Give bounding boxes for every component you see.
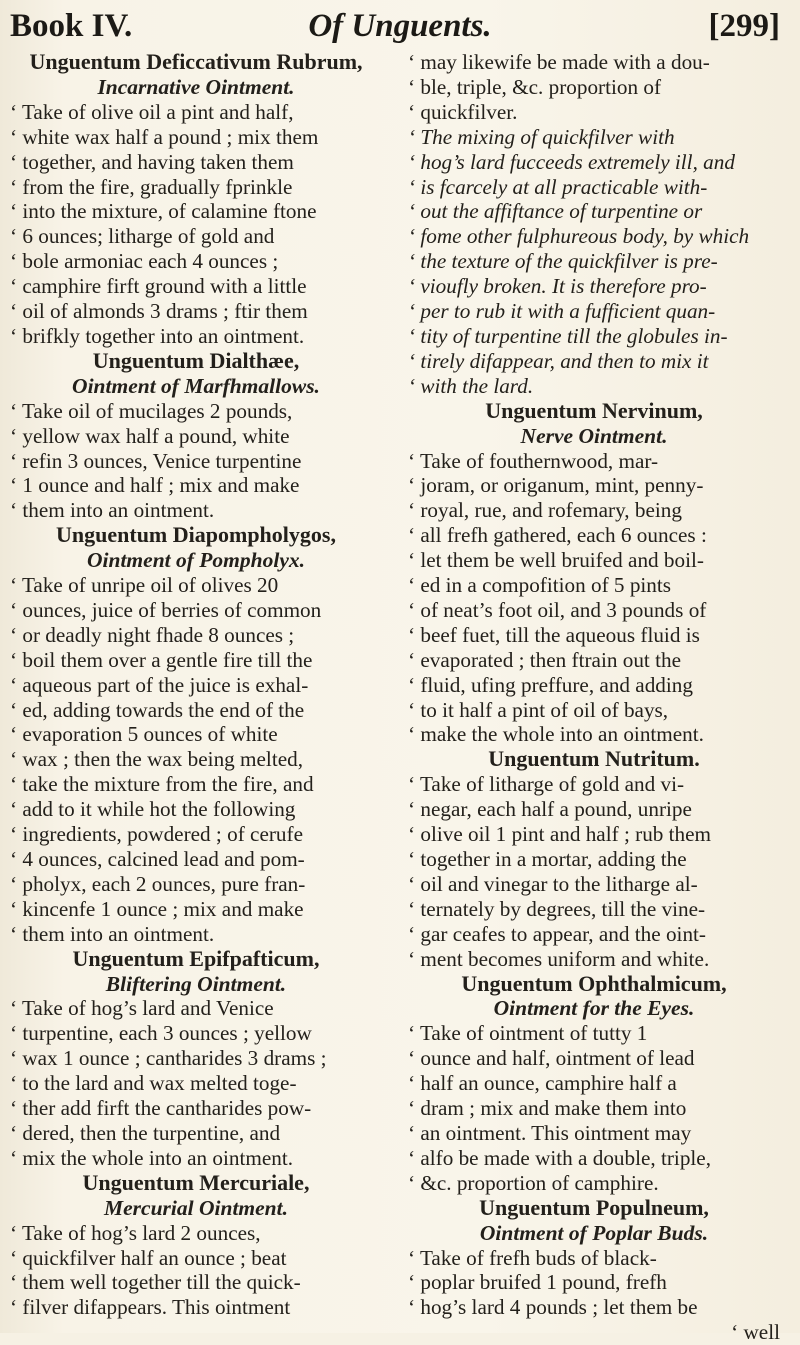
text-line: ‘ quickfilver. [408, 99, 518, 124]
italic-note-line: ‘ tity of turpentine till the globules in- [408, 323, 728, 348]
text-line: ‘ gar ceafes to appear, and the oint- [408, 921, 706, 946]
text-line: ‘ 6 ounces; litharge of gold and [10, 224, 275, 249]
text-line: ‘ half an ounce, camphire half a [408, 1071, 677, 1096]
text-line: ‘ take the mixture from the fire, and [10, 772, 314, 797]
text-line: ‘ 1 ounce and half ; mix and make [10, 473, 300, 498]
text-line: ‘ wax 1 ounce ; cantharides 3 drams ; [10, 1046, 327, 1071]
text-line: ‘ ingredients, powdered ; of cerufe [10, 822, 303, 847]
text-line: ‘ ment becomes uniform and white. [408, 946, 710, 971]
text-line: ‘ evaporated ; then ftrain out the [408, 647, 681, 672]
text-line: ‘ Take oil of mucilages 2 pounds, [10, 398, 293, 423]
text-line: ‘ white wax half a pound ; mix them [10, 124, 319, 149]
text-line: ‘ wax ; then the wax being melted, [10, 747, 304, 772]
italic-note-line: ‘ fome other fulphureous body, by which [408, 224, 750, 249]
text-line: ‘ mix the whole into an ointment. [10, 1145, 294, 1170]
section-heading: Unguentum Nutritum. [488, 746, 700, 772]
text-line: ‘ alfo be made with a double, triple, [408, 1145, 711, 1170]
text-line: ‘ beef fuet, till the aqueous fluid is [408, 622, 700, 647]
text-line: ‘ them into an ointment. [10, 921, 215, 946]
section-heading: Unguentum Dialthæe, [92, 347, 300, 373]
text-line: ‘ &c. proportion of camphire. [408, 1170, 659, 1195]
italic-note-line: ‘ hog’s lard fucceeds extremely ill, and [408, 149, 735, 174]
text-line: ‘ them well together till the quick- [10, 1270, 301, 1295]
section-heading: Unguentum Epifpafticum, [72, 945, 320, 971]
text-line: ‘ Take of unripe oil of olives 20 [10, 573, 279, 598]
page-number: [299] [708, 8, 780, 44]
section-heading: Unguentum Populneum, [479, 1194, 709, 1220]
text-line: ‘ ternately by degrees, till the vine- [408, 896, 706, 921]
text-line: ‘ pholyx, each 2 ounces, pure fran- [10, 871, 306, 896]
chapter-title: Of Unguents. [308, 8, 492, 44]
text-line: ‘ quickfilver half an ounce ; beat [10, 1245, 287, 1270]
text-line: ‘ Take of fouthernwood, mar- [408, 448, 659, 473]
text-line: ‘ dram ; mix and make them into [408, 1096, 687, 1121]
text-line: ‘ ed in a compofition of 5 pints [408, 573, 672, 598]
section-subheading: Ointment of Poplar Buds. [479, 1220, 709, 1245]
italic-note-line: ‘ tirely difappear, and then to mix it [408, 348, 709, 373]
right-text-column [408, 50, 780, 1345]
italic-note-line: ‘ is fcarcely at all practicable with- [408, 174, 708, 199]
left-text-column [10, 50, 382, 1320]
text-line: ‘ together, and having taken them [10, 149, 294, 174]
section-heading: Unguentum Diapompholygos, [56, 522, 336, 548]
text-line: ‘ to the lard and wax melted toge- [10, 1071, 297, 1096]
text-line: ‘ negar, each half a pound, unripe [408, 797, 692, 822]
text-line: ‘ poplar bruifed 1 pound, frefh [408, 1270, 667, 1295]
section-subheading: Ointment of Marfhmallows. [72, 373, 320, 398]
text-line: ‘ joram, or origanum, mint, penny- [408, 473, 704, 498]
text-line: ‘ from the fire, gradually fprinkle [10, 174, 293, 199]
section-subheading: Mercurial Ointment. [104, 1195, 288, 1220]
italic-note-line: ‘ with the lard. [408, 373, 534, 398]
text-line: ‘ aqueous part of the juice is exhal- [10, 672, 309, 697]
text-line: ‘ 4 ounces, calcined lead and pom- [10, 847, 305, 871]
text-line: ‘ let them be well bruifed and boil- [408, 548, 704, 573]
text-line: ‘ bole armoniac each 4 ounces ; [10, 249, 279, 274]
catchword: ‘ well [731, 1320, 780, 1345]
italic-note-line: ‘ vioufly broken. It is therefore pro- [408, 274, 707, 299]
book-number: Book IV. [10, 8, 133, 44]
text-line: ‘ kincenfe 1 ounce ; mix and make [10, 896, 304, 921]
text-line: ‘ royal, rue, and rofemary, being [408, 498, 682, 523]
section-heading: Unguentum Mercuriale, [82, 1169, 310, 1195]
text-line: ‘ oil and vinegar to the litharge al- [408, 871, 698, 896]
text-line: ‘ yellow wax half a pound, white [10, 423, 290, 448]
text-line: ‘ Take of frefh buds of black- [408, 1245, 657, 1270]
text-line: ‘ ther add firft the cantharides pow- [10, 1096, 312, 1121]
text-line: ‘ Take of hog’s lard and Venice [10, 996, 274, 1021]
text-line: ‘ together in a mortar, adding the [408, 847, 687, 871]
italic-note-line: ‘ The mixing of quickfilver with [408, 124, 675, 149]
text-line: ‘ Take of litharge of gold and vi- [408, 772, 685, 797]
italic-note-line: ‘ out the affiftance of turpentine or [408, 199, 703, 224]
text-line: ‘ Take of olive oil a pint and half, [10, 99, 294, 124]
text-line: ‘ refin 3 ounces, Venice turpentine [10, 448, 302, 473]
text-line: ‘ brifkly together into an ointment. [10, 323, 305, 348]
text-line: ‘ ed, adding towards the end of the [10, 697, 305, 722]
text-line: ‘ may likewife be made with a dou- [408, 50, 710, 74]
text-line: ‘ hog’s lard 4 pounds ; let them be [408, 1295, 698, 1320]
text-line: ‘ evaporation 5 ounces of white [10, 722, 278, 747]
text-line: ‘ Take of hog’s lard 2 ounces, [10, 1220, 261, 1245]
text-line: ‘ an ointment. This ointment may [408, 1120, 692, 1145]
section-heading: Unguentum Nervinum, [485, 397, 703, 423]
text-line: ‘ ble, triple, &c. proportion of [408, 74, 662, 99]
italic-note-line: ‘ the texture of the quickfilver is pre- [408, 249, 718, 274]
text-line: ‘ of neat’s foot oil, and 3 pounds of [408, 597, 707, 622]
text-line: ‘ all frefh gathered, each 6 ounces : [408, 523, 707, 548]
section-subheading: Nerve Ointment. [520, 423, 668, 448]
text-line: ‘ turpentine, each 3 ounces ; yellow [10, 1021, 312, 1046]
text-line: ‘ oil of almonds 3 drams ; ftir them [10, 299, 308, 324]
text-line: ‘ boil them over a gentle fire till the [10, 647, 313, 672]
italic-note-line: ‘ per to rub it with a fufficient quan- [408, 299, 716, 324]
text-line: ‘ filver difappears. This ointment [10, 1295, 291, 1320]
running-head [10, 8, 790, 52]
text-line: ‘ fluid, ufing preffure, and adding [408, 672, 693, 697]
text-line: ‘ camphire firft ground with a little [10, 274, 307, 299]
section-subheading: Ointment of Pompholyx. [87, 548, 305, 573]
text-line: ‘ them into an ointment. [10, 498, 215, 523]
text-line: ‘ ounces, juice of berries of common [10, 597, 322, 622]
text-line: ‘ make the whole into an ointment. [408, 722, 704, 747]
section-heading: Unguentum Deficcativum Rubrum, [29, 49, 363, 74]
text-line: ‘ to it half a pint of oil of bays, [408, 697, 669, 722]
section-heading: Unguentum Ophthalmicum, [461, 970, 727, 996]
section-subheading: Ointment for the Eyes. [493, 996, 695, 1021]
section-subheading: Incarnative Ointment. [97, 74, 295, 99]
text-line: ‘ ounce and half, ointment of lead [408, 1046, 695, 1071]
text-line: ‘ or deadly night fhade 8 ounces ; [10, 622, 295, 647]
text-line: ‘ olive oil 1 pint and half ; rub them [408, 822, 712, 847]
text-line: ‘ Take of ointment of tutty 1 [408, 1021, 648, 1046]
text-line: ‘ into the mixture, of calamine ftone [10, 199, 317, 224]
text-line: ‘ dered, then the turpentine, and [10, 1120, 281, 1145]
section-subheading: Bliftering Ointment. [105, 971, 287, 996]
text-line: ‘ add to it while hot the following [10, 797, 296, 822]
